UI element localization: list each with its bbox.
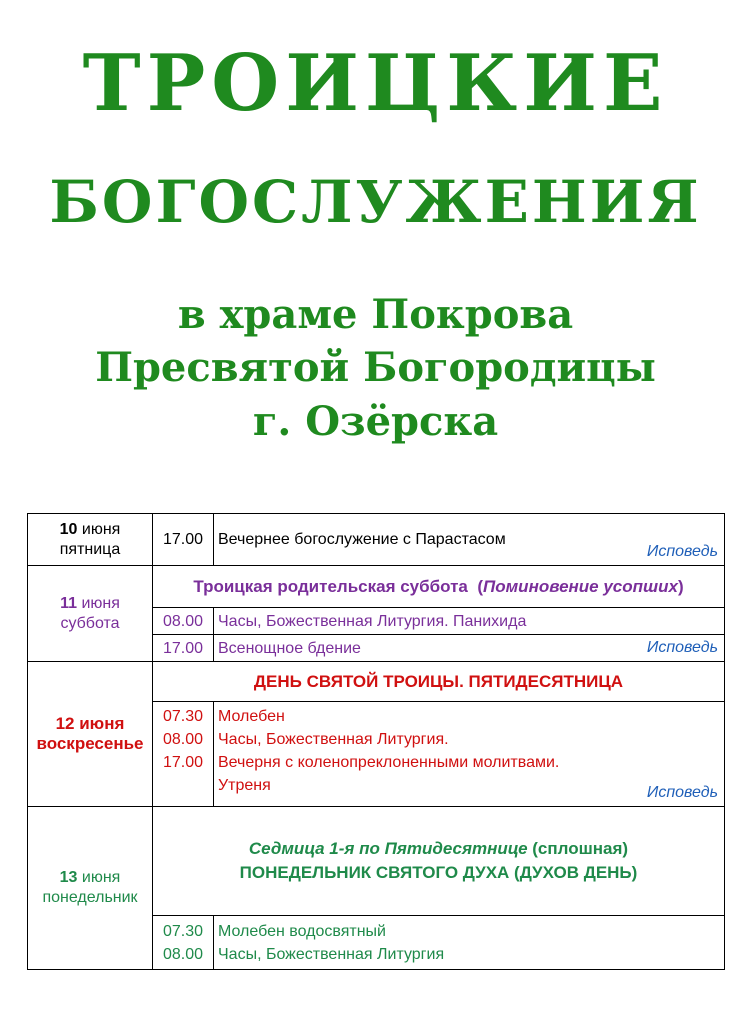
schedule-table — [27, 513, 725, 970]
date-month: июня — [81, 520, 121, 538]
day-heading-saturday — [153, 566, 725, 608]
event-text: Молебен водосвятный — [218, 922, 386, 940]
date-month: июня — [81, 869, 121, 886]
heading-paren-close: ) — [678, 576, 684, 596]
subtitle-line-1: в храме Покрова — [177, 291, 574, 338]
title-line-2: БОГОСЛУЖЕНИЯ — [49, 168, 702, 236]
heading-text: Троицкая родительская суббота — [193, 576, 468, 596]
time-value: 17.00 — [162, 754, 204, 771]
title-line-1: ТРОИЦКИЕ — [82, 38, 669, 129]
time-cell: 08.00 — [153, 608, 214, 635]
heading-italic: Поминовение усопших — [483, 576, 678, 596]
event-text: Утреня — [218, 777, 271, 794]
event-text: Молебен — [218, 708, 285, 725]
time-value: 07.30 — [162, 922, 204, 940]
event-cell — [214, 702, 725, 807]
event-text: Часы, Божественная Литургия. — [218, 731, 449, 748]
confession-label: Исповедь — [646, 639, 718, 656]
time-cell — [153, 916, 214, 970]
event-cell — [214, 916, 725, 970]
date-weekday: суббота — [60, 614, 120, 632]
date-cell-day4 — [28, 807, 153, 970]
time-cell — [153, 702, 214, 807]
date-number: 11 — [60, 594, 78, 612]
event-cell: Часы, Божественная Литургия. Панихида — [214, 608, 725, 635]
day-heading-trinity: ДЕНЬ СВЯТОЙ ТРОИЦЫ. ПЯТИДЕСЯТНИЦА — [153, 662, 725, 702]
day-heading-monday — [153, 807, 725, 916]
date-weekday: пятница — [59, 540, 121, 558]
table-row — [28, 807, 725, 916]
heading-italic: Седмица 1-я по Пятидесятнице — [248, 839, 528, 858]
event-text: Часы, Божественная Литургия — [218, 945, 445, 963]
event-cell — [214, 514, 725, 566]
table-row — [28, 566, 725, 608]
time-value: 07.30 — [162, 708, 204, 725]
date-label: 12 июня — [55, 714, 125, 733]
confession-label: Исповедь — [646, 543, 718, 560]
subtitle-line-2: Пресвятой Богородицы — [95, 344, 656, 391]
date-cell-day2 — [28, 566, 153, 662]
table-row — [28, 662, 725, 702]
heading-paren: (сплошная) — [532, 839, 629, 858]
date-cell-day1 — [28, 514, 153, 566]
confession-label: Исповедь — [646, 784, 718, 801]
time-cell: 17.00 — [153, 514, 214, 566]
event-cell — [214, 635, 725, 662]
heading-paren-open: ( — [477, 576, 483, 596]
time-value: 08.00 — [162, 731, 204, 748]
event-text: Вечернее богослужение с Парастасом — [218, 531, 506, 548]
time-value: 08.00 — [162, 945, 204, 963]
event-text: Всенощное бдение — [218, 639, 361, 657]
date-cell-day3 — [28, 662, 153, 807]
date-weekday: воскресенье — [36, 734, 144, 753]
heading-text: ПОНЕДЕЛЬНИК СВЯТОГО ДУХА (ДУХОВ ДЕНЬ) — [239, 863, 638, 882]
date-number: 13 — [59, 869, 78, 886]
date-month: июня — [81, 594, 120, 612]
subtitle-line-3: г. Озёрска — [252, 398, 499, 445]
table-row — [28, 514, 725, 566]
date-weekday: понедельник — [42, 889, 138, 906]
time-cell: 17.00 — [153, 635, 214, 662]
date-number: 10 — [59, 520, 78, 538]
event-text: Вечерня с коленопреклоненными молитвами. — [218, 754, 560, 771]
